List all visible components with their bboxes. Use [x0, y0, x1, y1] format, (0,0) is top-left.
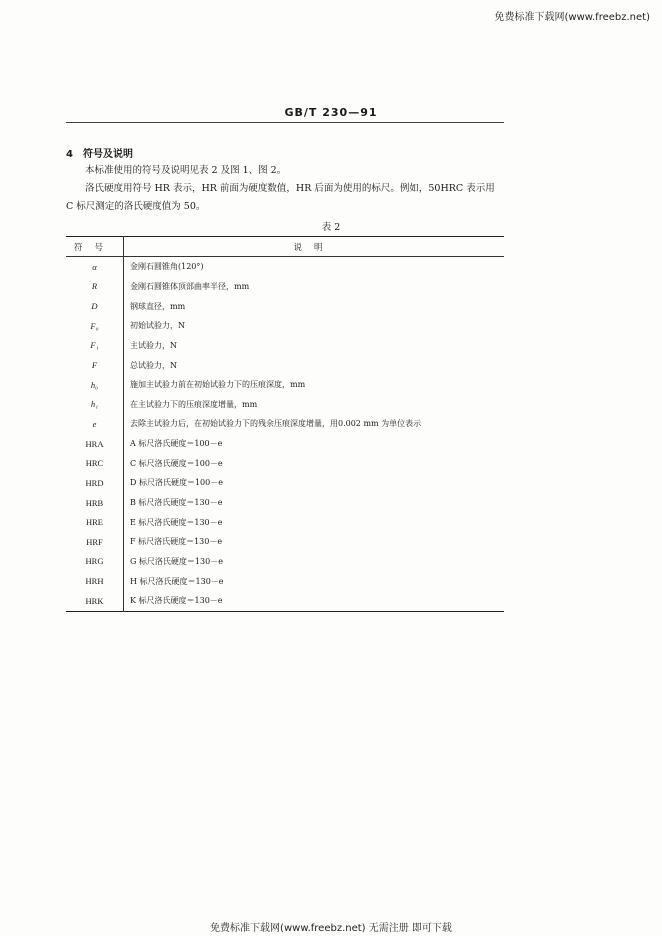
table-row: [66, 375, 504, 395]
table-row: [66, 296, 504, 316]
row-symbol: HRD: [66, 473, 124, 493]
row-symbol: HRG: [66, 552, 124, 572]
row-description: 在主试验力下的压痕深度增量，mm: [130, 399, 258, 409]
row-symbol: HRA: [66, 434, 124, 454]
table-header-row: [66, 237, 504, 257]
watermark-top: 免费标准下载网(www.freebz.net): [494, 12, 650, 23]
table-row: [66, 453, 504, 473]
table-row: [66, 316, 504, 336]
table-row: [66, 552, 504, 572]
row-description: 金刚石圆锥体顶部曲率半径，mm: [130, 281, 250, 291]
section-number: 4: [66, 149, 73, 160]
row-symbol: F₀: [66, 316, 124, 336]
row-symbol: HRH: [66, 571, 124, 591]
row-description: A 标尺洛氏硬度＝100－e: [130, 439, 223, 449]
row-symbol: HRF: [66, 532, 124, 552]
table-row: [66, 493, 504, 513]
symbols-table: [66, 236, 504, 612]
table-row: [66, 355, 504, 375]
row-description: 总试验力，N: [130, 360, 177, 370]
row-description: D 标尺洛氏硬度＝100－e: [130, 478, 223, 488]
paragraph-1: 本标准使用的符号及说明见表 2 及图 1、图 2。: [85, 165, 287, 176]
row-description: 主试验力，N: [130, 340, 177, 350]
watermark-bottom: 免费标准下载网(www.freebz.net) 无需注册 即可下载: [210, 923, 452, 934]
row-symbol: R: [66, 277, 124, 297]
table-caption: 表 2: [321, 222, 341, 233]
table-row: [66, 532, 504, 552]
standard-code: GB/T 230—91: [284, 106, 378, 119]
table-row: [66, 512, 504, 532]
row-symbol: HRK: [66, 591, 124, 611]
table-row: [66, 277, 504, 297]
table-row: [66, 473, 504, 493]
row-description: G 标尺洛氏硬度＝130－e: [130, 556, 223, 566]
row-symbol: e: [66, 414, 124, 434]
paragraph-2: 洛氏硬度用符号 HR 表示，HR 前面为硬度数值，HR 后面为使用的标尺。例如，50HRC 表示用 C 标尺测定的洛氏硬度值为 50。: [66, 183, 495, 212]
row-symbol: D: [66, 296, 124, 316]
section-title: 符号及说明: [82, 149, 133, 160]
table-row: [66, 571, 504, 591]
table-row: [66, 257, 504, 277]
column-header-symbol: 符号: [66, 237, 124, 257]
table-row: [66, 591, 504, 611]
row-symbol: α: [66, 257, 124, 277]
row-description: 初始试验力，N: [130, 321, 185, 331]
row-description: E 标尺洛氏硬度＝130－e: [130, 517, 223, 527]
row-description: 钢球直径，mm: [130, 301, 186, 311]
row-description: H 标尺洛氏硬度＝130－e: [130, 576, 224, 586]
row-description: F 标尺洛氏硬度＝130－e: [130, 537, 223, 547]
row-description: 施加主试验力前在初始试验力下的压痕深度，mm: [130, 380, 306, 390]
row-description: 去除主试验力后，在初始试验力下的残余压痕深度增量，用0.002 mm 为单位表示: [130, 419, 422, 429]
row-description: C 标尺洛氏硬度＝100－e: [130, 458, 223, 468]
table-row: [66, 336, 504, 356]
row-symbol: HRE: [66, 512, 124, 532]
row-symbol: h₁: [66, 394, 124, 414]
row-description: K 标尺洛氏硬度＝130－e: [130, 596, 223, 606]
row-symbol: F: [66, 355, 124, 375]
table-row: [66, 414, 504, 434]
column-header-description: 说明: [124, 237, 505, 257]
header-rule: [66, 122, 504, 123]
row-description: 金刚石圆锥角(120°): [130, 262, 204, 272]
table-row: [66, 434, 504, 454]
table-row: [66, 394, 504, 414]
row-symbol: HRC: [66, 453, 124, 473]
section-heading: [66, 145, 133, 160]
row-description: B 标尺洛氏硬度＝130－e: [130, 498, 223, 507]
row-symbol: F₁: [66, 336, 124, 356]
row-symbol: HRB: [66, 493, 124, 513]
row-symbol: h₀: [66, 375, 124, 395]
